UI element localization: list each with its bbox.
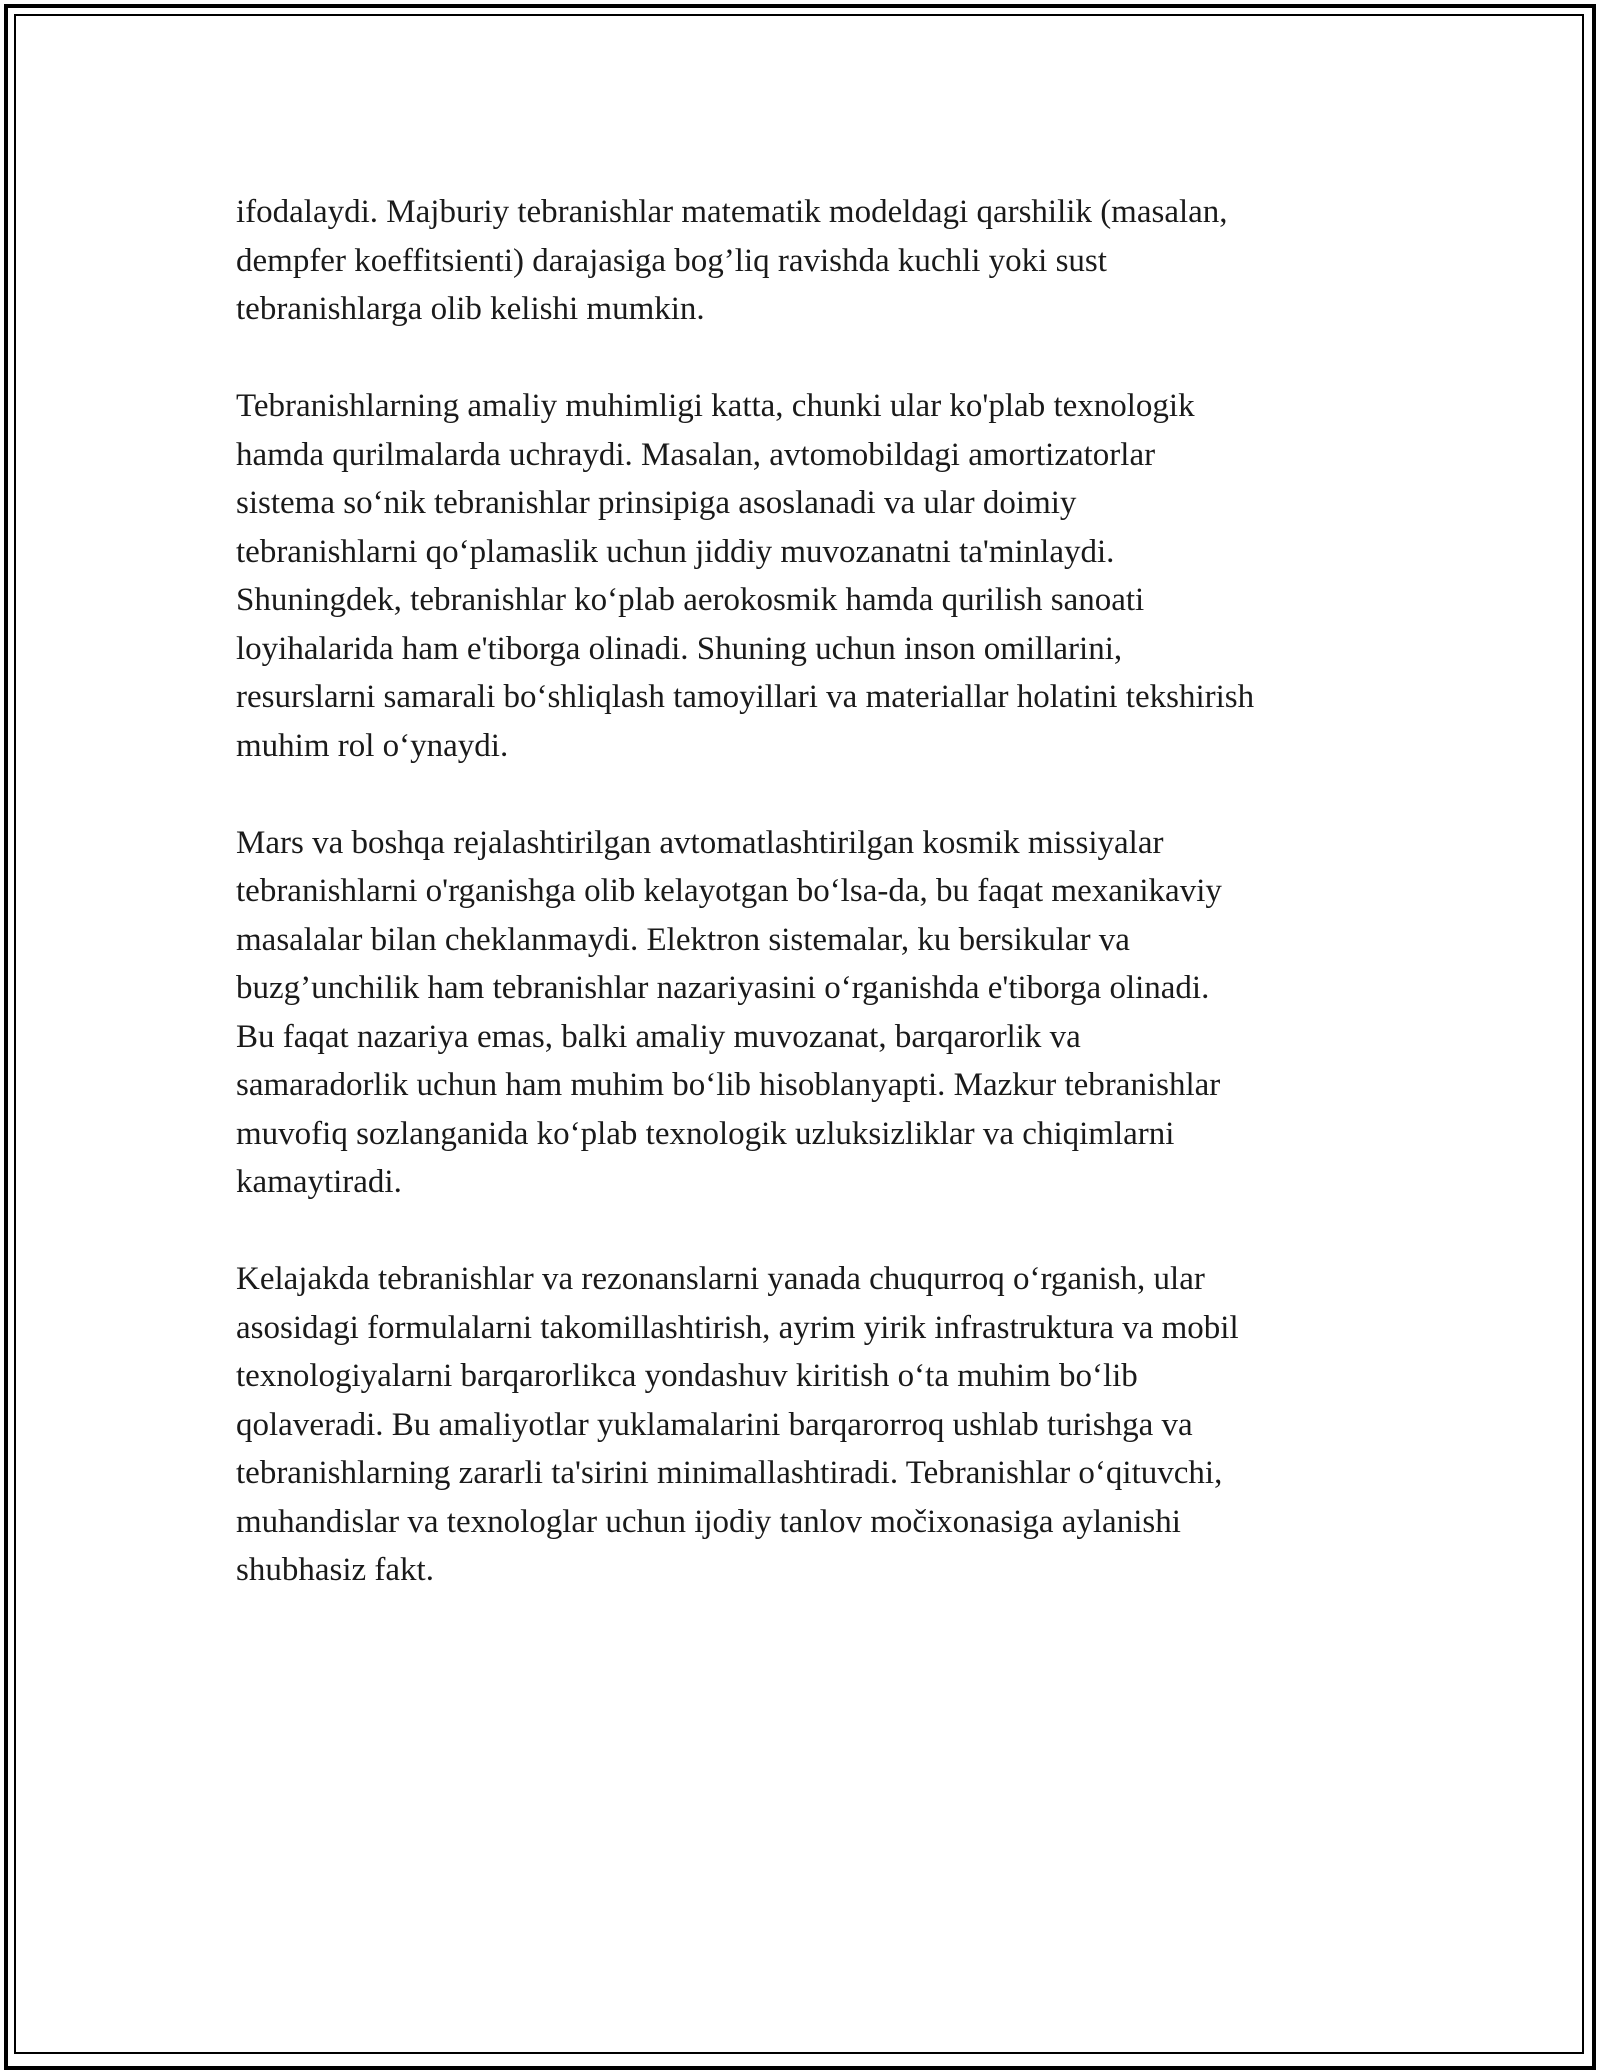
text-line: sistema so‘nik tebranishlar prinsipiga asoslanadi va ular doimiy bbox=[236, 485, 1077, 521]
paragraph-2 bbox=[236, 382, 1372, 770]
text-line: tebranishlarni qo‘plamaslik uchun jiddiy muvozanatni ta'minlaydi. bbox=[236, 533, 1115, 570]
text-line: buzg’unchilik ham tebranishlar nazariyasini o‘rganishda e'tiborga olinadi. bbox=[236, 970, 1210, 1006]
text-line: samaradorlik uchun ham muhim bo‘lib hisoblanyapti. Mazkur tebranishlar bbox=[236, 1067, 1221, 1103]
text-line: kamaytiradi. bbox=[236, 1164, 402, 1200]
text-line: texnologiyalarni barqarorlikca yondashuv kiritish o‘ta muhim bo‘lib bbox=[236, 1358, 1138, 1394]
paragraph-4 bbox=[236, 1255, 1372, 1595]
text-line: Mars va boshqa rejalashtirilgan avtomatlashtirilgan kosmik missiyalar bbox=[236, 824, 1164, 861]
text-line: qolaveradi. Bu amaliyotlar yuklamalarini barqarorroq ushlab turishga va bbox=[236, 1406, 1193, 1443]
text-line: shubhasiz fakt. bbox=[236, 1552, 434, 1588]
paragraph-1 bbox=[236, 188, 1372, 334]
text-line: dempfer koeffitsienti) darajasiga bog’liq ravishda kuchli yoki sust bbox=[236, 242, 1107, 279]
text-line: ifodalaydi. Majburiy tebranishlar matematik modeldagi qarshilik (masalan, bbox=[236, 194, 1228, 230]
text-line: muhim rol o‘ynaydi. bbox=[236, 727, 509, 764]
text-line: masalalar bilan cheklanmaydi. Elektron sistemalar, ku bersikular va bbox=[236, 921, 1130, 958]
paragraph-3 bbox=[236, 819, 1372, 1207]
text-line: Bu faqat nazariya emas, balki amaliy muvozanat, barqarorlik va bbox=[236, 1018, 1081, 1055]
text-line: hamda qurilmalarda uchraydi. Masalan, avtomobildagi amortizatorlar bbox=[236, 436, 1156, 473]
text-line: Tebranishlarning amaliy muhimligi katta, chunki ular ko'plab texnologik bbox=[236, 388, 1195, 424]
text-line: tebranishlarning zararli ta'sirini minimallashtiradi. Tebranishlar o‘qituvchi, bbox=[236, 1455, 1223, 1491]
text-line: tebranishlarni o'rganishga olib kelayotgan bo‘lsa-da, bu faqat mexanikaviy bbox=[236, 873, 1222, 909]
text-line: asosidagi formulalarni takomillashtirish, ayrim yirik infrastruktura va mobil bbox=[236, 1309, 1239, 1346]
text-line: Shuningdek, tebranishlar ko‘plab aerokosmik hamda qurilish sanoati bbox=[236, 582, 1145, 618]
text-line: resurslarni samarali bo‘shliqlash tamoyillari va materiallar holatini tekshirish bbox=[236, 679, 1255, 715]
text-line: tebranishlarga olib kelishi mumkin. bbox=[236, 291, 705, 327]
text-line: muhandislar va texnologlar uchun ijodiy tanlov močixonasiga aylanishi bbox=[236, 1503, 1181, 1540]
text-line: muvofiq sozlanganida ko‘plab texnologik uzluksizliklar va chiqimlarni bbox=[236, 1115, 1175, 1152]
text-line: loyihalarida ham e'tiborga olinadi. Shuning uchun inson omillarini, bbox=[236, 630, 1123, 667]
document-body bbox=[236, 188, 1372, 1643]
text-line: Kelajakda tebranishlar va rezonanslarni yanada chuqurroq o‘rganish, ular bbox=[236, 1261, 1205, 1297]
